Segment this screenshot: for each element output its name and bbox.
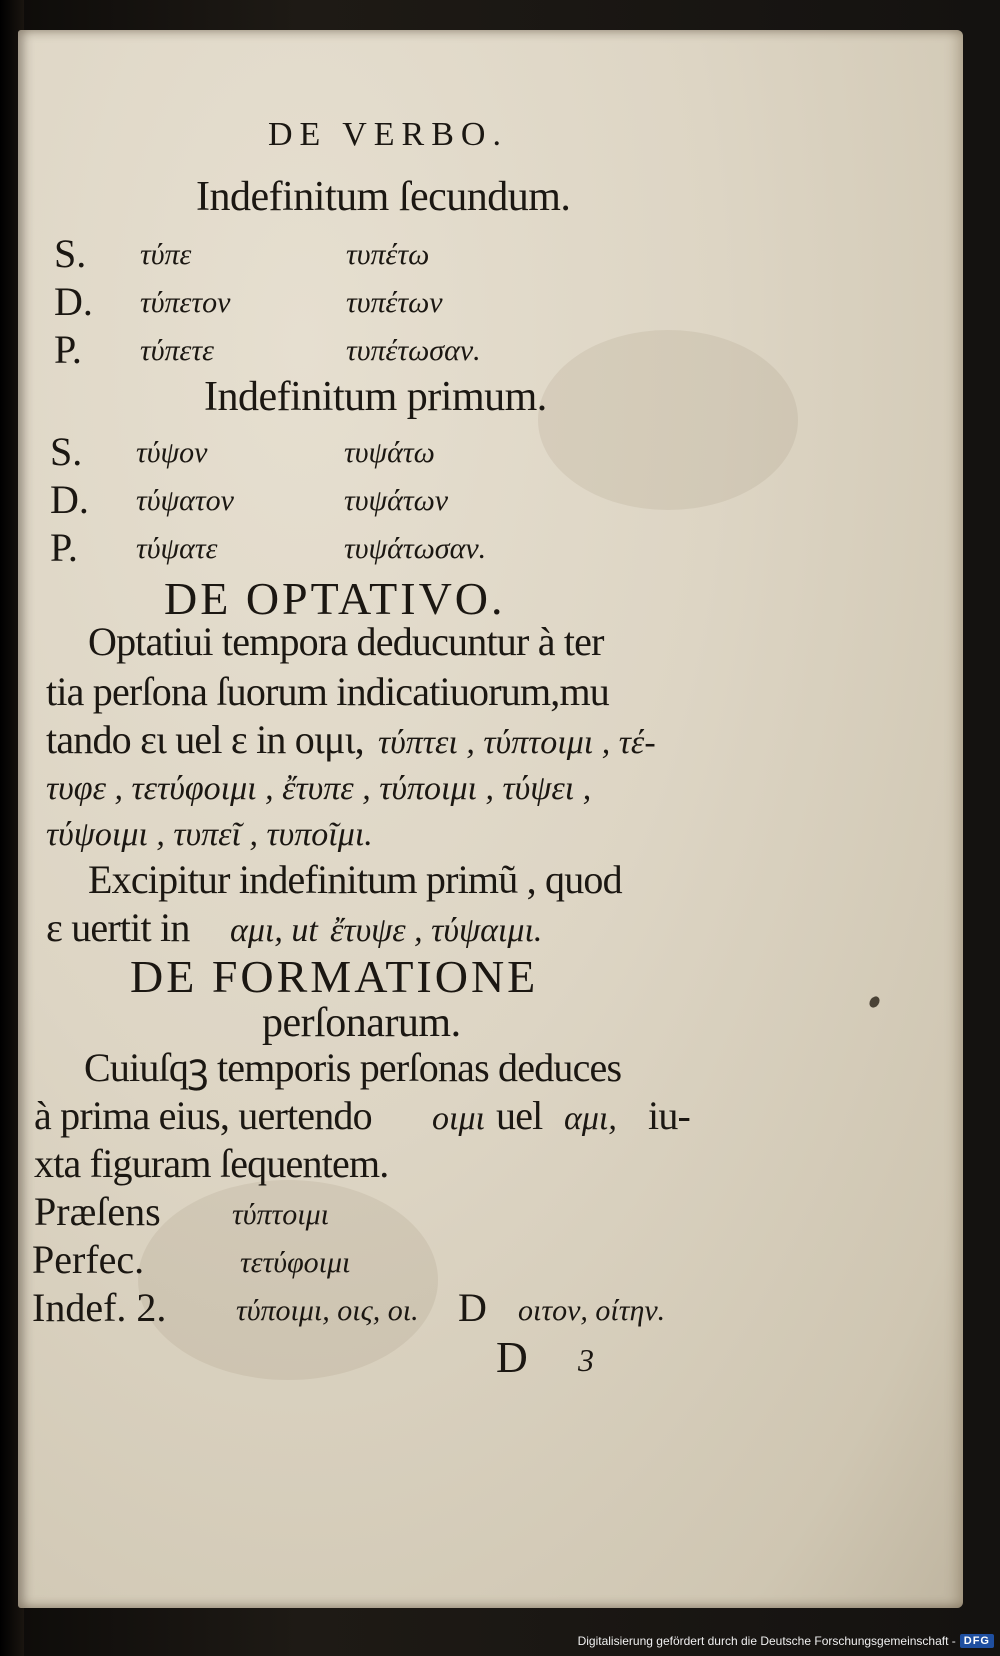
subheading-personarum: perſonarum. [262,1000,461,1046]
greek-tense-form: τετύφοιμι [240,1246,351,1279]
text-line: tando ει uel ε in οιμι, [46,717,364,762]
text-line: Excipitur indefinitum primũ , quod [88,857,622,902]
greek-tense-form: τύποιμι, οις, οι. [236,1294,419,1327]
signature-letter: D [496,1333,528,1382]
greek-form-passive: τυπέτων [346,286,443,319]
greek-form-active: τύψον [136,436,208,469]
greek-form-passive: τυψάτων [344,484,449,517]
book-page [18,30,963,1608]
greek-inline: οιμι [432,1100,485,1137]
greek-form-active: τύπετον [140,286,231,319]
greek-form-passive: τυπέτωσαν. [346,334,481,367]
paper-stain [538,330,798,510]
greek-text-line: τύψοιμι , τυπεῖ , τυποῖμι. [46,816,373,853]
ink-spot [867,995,881,1010]
greek-form-active: τύπετε [140,334,214,367]
dual-label: D [458,1285,487,1330]
greek-inline: αμι, ut [230,912,318,949]
number-label: S. [50,429,83,474]
greek-form-passive: τυψάτω [344,436,435,469]
number-label: P. [54,327,82,372]
digitization-footer [578,1630,994,1652]
greek-form-passive: τυψάτωσαν. [344,532,487,565]
greek-tense-form: τύπτοιμι [232,1198,330,1231]
text-line: Cuiuſqꝫ temporis perſonas deduces [84,1045,622,1090]
text-line: tia perſona ſuorum indicatiuorum,mu [46,669,609,714]
text-line: xta figuram ſequentem. [34,1141,389,1186]
greek-form-active: τύψατον [136,484,234,517]
heading-de-formatione: DE FORMATIONE [130,951,539,1002]
text-line: ε uertit in [46,905,190,950]
text-word: uel [496,1093,543,1138]
footer-credit-text: Digitalisierung gefördert durch die Deutsche Forschungsgemeinschaft - [577,1634,956,1648]
number-label: D. [54,279,93,324]
signature-number: 3 [578,1342,594,1378]
tense-label: Perfec. [32,1237,145,1282]
greek-inline: ἔτυψε , τύψαιμι. [330,912,543,949]
text-line: Optatiui tempora deducuntur à ter [88,619,604,664]
greek-dual-form: οιτον, οίτην. [518,1294,666,1327]
number-label: D. [50,477,89,522]
greek-form-active: τύπε [140,238,192,271]
heading-indef-secundum: Indefinitum ſecundum. [196,174,571,220]
greek-form-active: τύψατε [136,532,218,565]
number-label: S. [54,231,87,276]
tense-label: Præſens [34,1189,161,1234]
heading-de-optativo: DE OPTATIVO. [164,573,506,624]
dfg-logo: DFG [960,1634,994,1648]
greek-text-line: τυφε , τετύφοιμι , ἔτυπε , τύποιμι , τύψει , [46,770,592,807]
text-line: à prima eius, uertendo [34,1093,372,1138]
running-head: DE VERBO. [268,116,508,153]
greek-text-line: τύπτει , τύπτοιμι , τέ- [378,724,656,761]
number-label: P. [50,525,78,570]
text-word: iu- [648,1093,691,1138]
tense-label: Indef. 2. [32,1285,167,1330]
greek-inline: αμι, [564,1100,617,1137]
heading-indef-primum: Indefinitum primum. [204,374,547,420]
greek-form-passive: τυπέτω [346,238,430,271]
